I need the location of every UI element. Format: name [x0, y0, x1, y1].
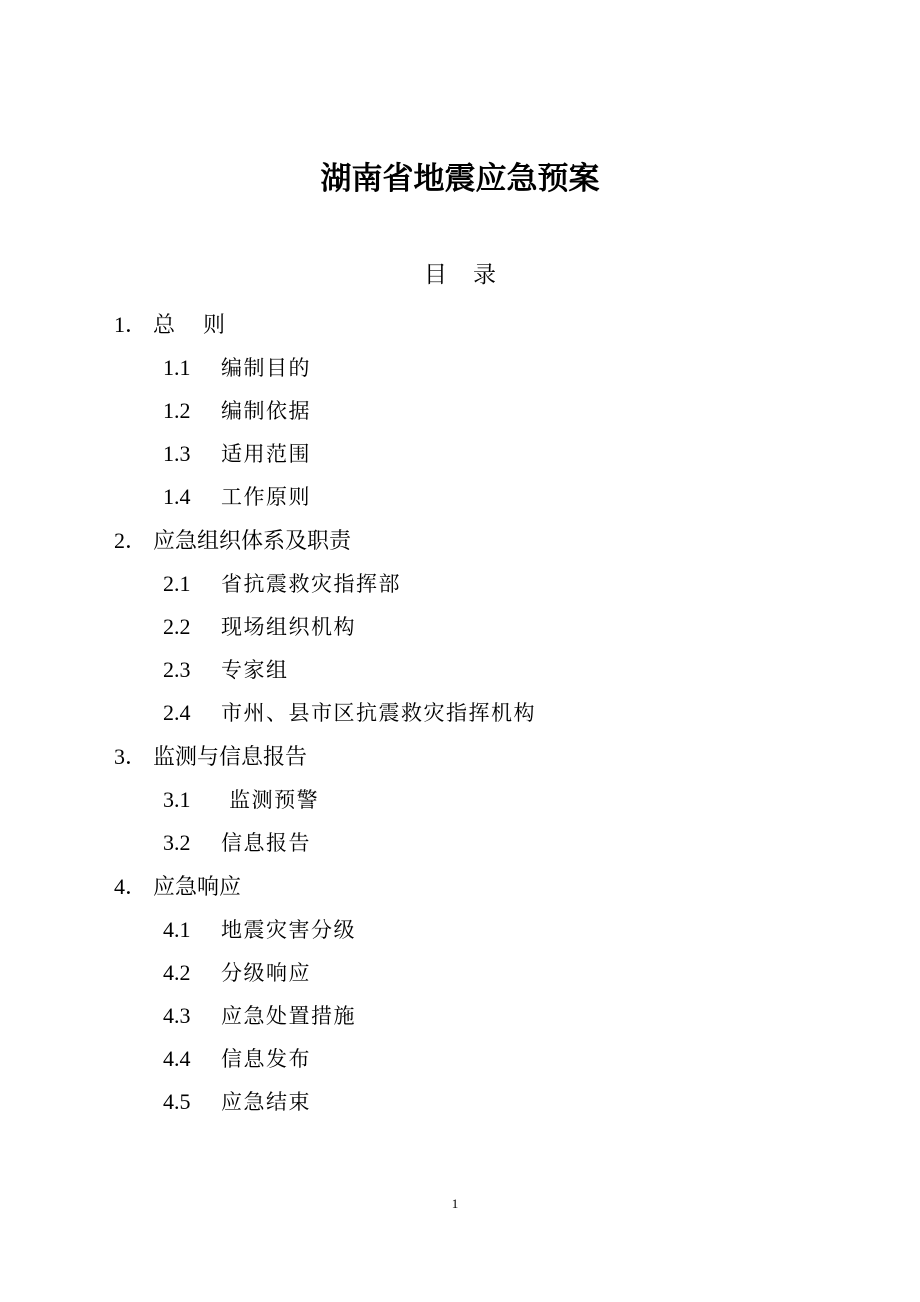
toc-entry-number: 1.2	[163, 398, 191, 423]
toc-entry[interactable]	[114, 870, 241, 904]
toc-entry-label: 现场组织机构	[221, 615, 356, 639]
toc-entry-label: 编制依据	[221, 399, 311, 423]
toc-entry-label: 市州、县市区抗震救灾指挥机构	[221, 701, 536, 725]
toc-heading-char-1: 目	[424, 262, 447, 288]
toc-entry[interactable]	[163, 826, 311, 860]
toc-entry[interactable]	[163, 999, 356, 1033]
toc-entry-label: 编制目的	[221, 356, 311, 380]
toc-entry[interactable]	[163, 653, 289, 687]
toc-entry[interactable]	[163, 394, 311, 428]
toc-entry[interactable]	[114, 740, 307, 774]
toc-entry-number: 4.4	[163, 1046, 191, 1071]
toc-entry-label: 专家组	[221, 658, 289, 682]
toc-heading-char-2: 录	[473, 262, 496, 288]
toc-entry[interactable]	[163, 783, 319, 817]
toc-entry[interactable]	[163, 1042, 311, 1076]
toc-entry-number: 4.3	[163, 1003, 191, 1028]
toc-entry-number: 3．	[114, 744, 148, 769]
toc-entry-number: 2.4	[163, 700, 191, 725]
toc-entry-number: 2.2	[163, 614, 191, 639]
toc-entry-number: 1.1	[163, 355, 191, 380]
toc-entry-number: 4.2	[163, 960, 191, 985]
toc-entry-number: 1.4	[163, 484, 191, 509]
toc-entry[interactable]	[163, 567, 401, 601]
toc-entry-label: 总 则	[153, 313, 225, 338]
toc-entry-number: 2．	[114, 528, 148, 553]
toc-entry[interactable]	[114, 308, 225, 342]
toc-entry-label: 监测与信息报告	[153, 745, 308, 770]
toc-entry-label: 分级响应	[221, 961, 311, 985]
toc-entry-label: 省抗震救灾指挥部	[221, 572, 401, 596]
toc-entry[interactable]	[163, 480, 311, 514]
toc-entry-label: 应急响应	[153, 875, 242, 900]
toc-entry[interactable]	[163, 437, 311, 471]
toc-entry-label: 地震灾害分级	[221, 918, 356, 942]
page-number: 1	[451, 1196, 459, 1211]
document-title: 湖南省地震应急预案	[320, 161, 600, 197]
toc-entry[interactable]	[163, 351, 311, 385]
toc-entry[interactable]	[163, 913, 356, 947]
toc-entry-number: 3.1	[163, 787, 191, 812]
toc-entry-label: 适用范围	[221, 442, 311, 466]
toc-entry-number: 4．	[114, 874, 148, 899]
toc-entry[interactable]	[114, 524, 351, 558]
toc-heading	[0, 255, 920, 295]
toc-entry-label: 信息报告	[221, 831, 311, 855]
toc-entry-label: 应急处置措施	[221, 1004, 356, 1028]
toc-entry-number: 4.1	[163, 917, 191, 942]
toc-entry-number: 3.2	[163, 830, 191, 855]
toc-entry[interactable]	[163, 956, 311, 990]
toc-entry-label: 应急结束	[221, 1090, 311, 1114]
toc-entry-label: 信息发布	[221, 1047, 311, 1071]
toc-entry-label: 工作原则	[221, 485, 311, 509]
toc-entry[interactable]	[163, 610, 356, 644]
toc-entry-label: 监测预警	[221, 788, 320, 812]
toc-entry-number: 2.1	[163, 571, 191, 596]
toc-entry[interactable]	[163, 696, 536, 730]
toc-entry-number: 2.3	[163, 657, 191, 682]
toc-entry-number: 4.5	[163, 1089, 191, 1114]
toc-entry-number: 1．	[114, 312, 148, 337]
toc-entry-label: 应急组织体系及职责	[153, 529, 352, 554]
toc-entry[interactable]	[163, 1085, 311, 1119]
toc-entry-number: 1.3	[163, 441, 191, 466]
